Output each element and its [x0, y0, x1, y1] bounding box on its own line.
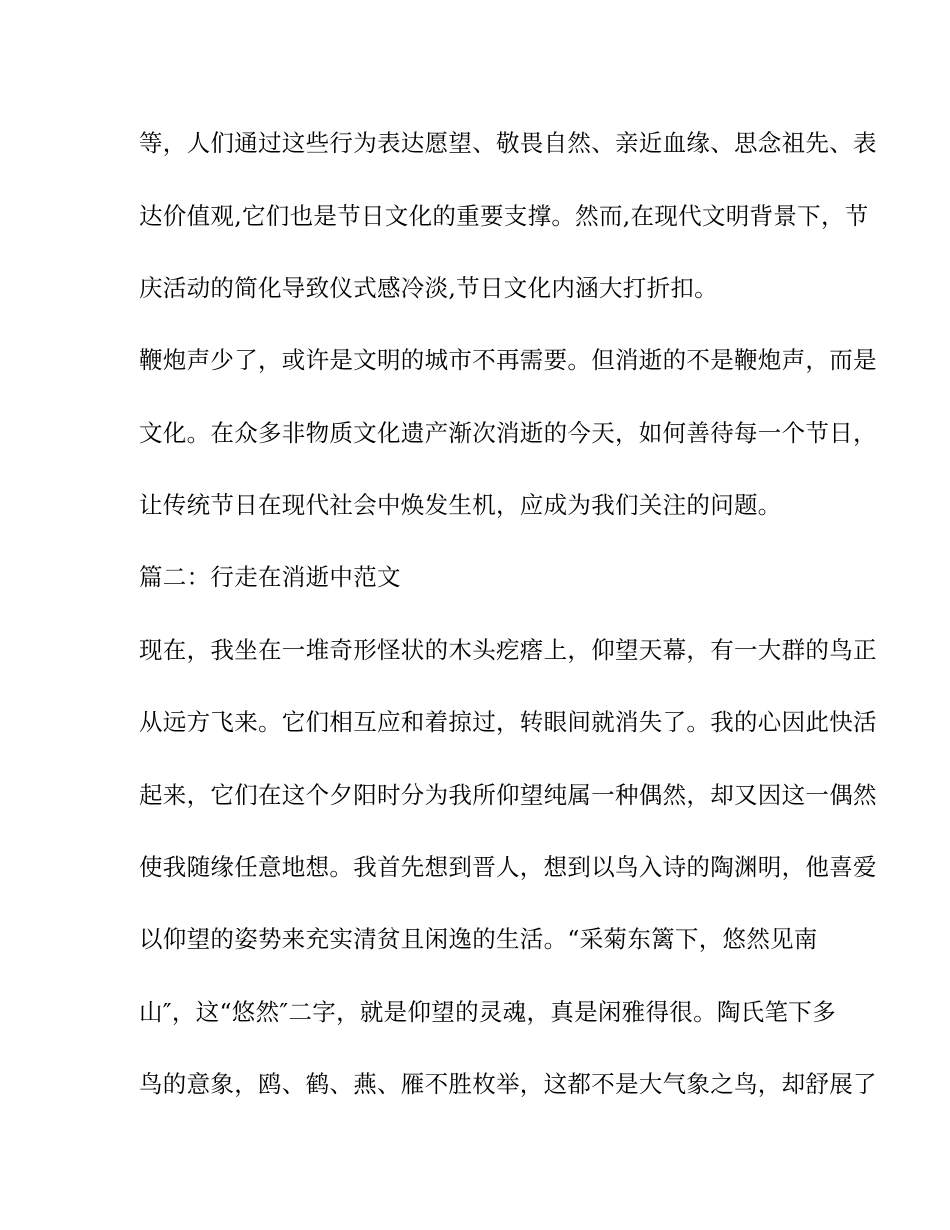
paragraph-line-4: 鞭炮声少了，或许是文明的城市不再需要。但消逝的不是鞭炮声，而是	[139, 346, 877, 374]
section-heading: 篇二：行走在消逝中范文	[139, 563, 401, 591]
paragraph-line-11: 使我随缘任意地想。我首先想到晋人，想到以鸟入诗的陶渊明，他喜爱	[139, 853, 877, 881]
paragraph-line-10: 起来，它们在这个夕阳时分为我所仰望纯属一种偶然，却又因这一偶然	[139, 781, 877, 809]
paragraph-line-8: 现在，我坐在一堆奇形怪状的木头疙瘩上，仰望天幕，有一大群的鸟正	[139, 636, 877, 664]
paragraph-line-3: 庆活动的简化导致仪式感冷淡,节日文化内涵大打折扣。	[139, 274, 718, 302]
paragraph-line-5: 文化。在众多非物质文化遗产渐次消逝的今天，如何善待每一个节日，	[139, 419, 877, 447]
paragraph-line-6: 让传统节日在现代社会中焕发生机，应成为我们关注的问题。	[139, 491, 782, 519]
paragraph-line-9: 从远方飞来。它们相互应和着掠过，转眼间就消失了。我的心因此快活	[139, 708, 877, 736]
paragraph-line-2: 达价值观,它们也是节日文化的重要支撑。然而,在现代文明背景下，节	[139, 202, 869, 230]
paragraph-line-12: 以仰望的姿势来充实清贫且闲逸的生活。“采菊东篱下，悠然见南	[139, 925, 818, 953]
paragraph-line-13: 山″，这“悠然″二字，就是仰望的灵魂，真是闲雅得很。陶氏笔下多	[139, 998, 836, 1026]
paragraph-line-14: 鸟的意象，鸥、鹤、燕、雁不胜枚举，这都不是大气象之鸟，却舒展了	[139, 1070, 877, 1098]
paragraph-line-1: 等，人们通过这些行为表达愿望、敬畏自然、亲近血缘、思念祖先、表	[139, 129, 877, 157]
